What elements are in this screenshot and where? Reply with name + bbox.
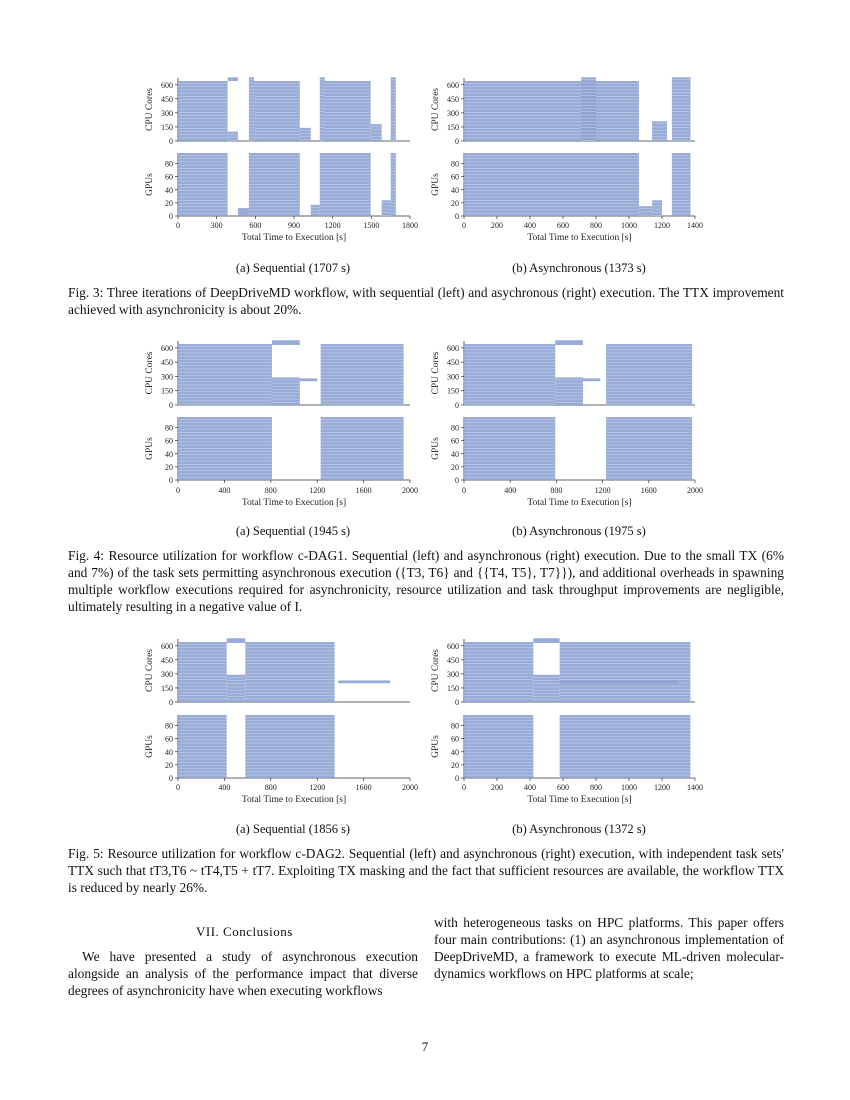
p3b-gpu-ytick-label: 80 [451, 159, 459, 169]
p3b-gpu-ytick-label: 40 [451, 185, 459, 195]
p4a-cpu-block-4 [321, 344, 404, 405]
p3a-gpu-ytick-label: 0 [169, 212, 173, 221]
p4a-xtick-label: 1200 [309, 486, 326, 495]
p3a-cpu-ytick-label: 150 [161, 122, 173, 132]
p5a-gpu-ytick-label: 0 [169, 774, 173, 783]
p5a-gpu-ylabel: GPUs [145, 735, 155, 758]
p5a-xtick-label: 1600 [355, 783, 372, 792]
p3a-cpu-ylabel: CPU Cores [145, 87, 155, 132]
p5a-gpu-ytick-label: 40 [165, 747, 173, 757]
p3b-gpu-ylabel: GPUs [431, 173, 441, 196]
page-number: 7 [421, 1039, 429, 1054]
p4b-xlabel: Total Time to Execution [s] [527, 498, 632, 508]
p5b-cpu-ylabel: CPU Cores [431, 648, 441, 693]
p5b-cpu-block-1 [533, 638, 559, 643]
p3b-xtick-label: 1200 [654, 221, 670, 230]
p3b-cpu-block-1 [581, 77, 596, 141]
p5b-xtick-label: 1400 [687, 783, 703, 792]
p4a-xtick-label: 2000 [402, 486, 418, 495]
p5a-cpu-ylabel: CPU Cores [145, 648, 155, 693]
p3a-xtick-label: 1200 [324, 221, 341, 230]
p5b-xtick-label: 200 [491, 783, 503, 792]
figure-4-text: Resource utilization for workflow c-DAG1. Sequential (left) and asynchronous (right) execution. Due to the small TX (6% and 7%) of the task sets permitting asynchronous execution ({T3, T6} and {{T4, T5}, T7}}), and additional overheads in spawning multiple workflow executions required for asynchronicity, resource utilization and task throughput improvements are negligible, ultimately resulting in a negative value of I. [68, 548, 784, 614]
p4b-cpu-ytick-label: 300 [447, 372, 459, 382]
p3b-xtick-label: 1400 [687, 221, 703, 230]
subcaption-4a: (a) Sequential (1945 s) [235, 524, 351, 538]
subcaption-5b: (b) Asynchronous (1372 s) [512, 822, 646, 836]
p5a-gpu-ytick-label: 20 [165, 760, 173, 770]
figure-4-caption [68, 547, 784, 615]
p5a-cpu-ytick-label: 300 [161, 669, 173, 679]
p4b-gpu-ytick-label: 40 [451, 449, 459, 459]
p3b-gpu-ytick-label: 60 [451, 172, 459, 182]
p4a-xtick-label: 800 [264, 486, 277, 495]
p3a-gpu-ytick-label: 40 [165, 185, 173, 195]
p3b-cpu-ytick-label: 0 [455, 137, 459, 146]
p3a-gpu-ytick-label: 20 [165, 198, 173, 208]
p3b-cpu-ytick-label: 150 [447, 122, 459, 132]
p5b-cpu-ytick-label: 450 [447, 655, 459, 665]
p4a-cpu-block-3 [300, 378, 317, 381]
p4b-cpu-block-1 [555, 340, 583, 345]
figure-5-caption [68, 845, 784, 896]
p5a-xlabel: Total Time to Execution [s] [241, 795, 347, 805]
p4a-cpu-block-0 [178, 344, 272, 405]
p4a-cpu-ytick-label: 450 [161, 358, 173, 368]
p5a-xtick-label: 400 [218, 783, 231, 792]
p5b-gpu-ytick-label: 0 [455, 774, 459, 783]
p5a-xtick-label: 1200 [309, 783, 326, 792]
p5a-gpu-ytick-label: 80 [165, 721, 173, 731]
subcaption-3b: (b) Asynchronous (1373 s) [512, 261, 646, 275]
p3a-cpu-block-3 [249, 77, 254, 141]
p3a-cpu-block-6 [320, 77, 325, 141]
p4a-gpu-ylabel: GPUs [145, 437, 155, 460]
p3a-gpu-ytick-label: 60 [165, 172, 173, 182]
p5b-cpu-ytick-label: 600 [447, 641, 459, 651]
p4b-xtick-label: 1600 [640, 486, 657, 495]
p4a-cpu-ytick-label: 300 [161, 372, 173, 382]
p4b-gpu-ytick-label: 0 [455, 476, 459, 485]
p4b-xtick-label: 800 [550, 486, 563, 495]
p3a-cpu-block-5 [300, 128, 311, 141]
p4a-cpu-ytick-label: 150 [161, 386, 173, 396]
section-heading: VII. Conclusions [196, 924, 293, 939]
p5b-xtick-label: 0 [462, 783, 466, 792]
p4b-cpu-ytick-label: 450 [447, 358, 459, 368]
p3a-cpu-ytick-label: 600 [161, 80, 173, 90]
p5b-gpu-ytick-label: 60 [451, 734, 459, 744]
subcaption-3a: (a) Sequential (1707 s) [235, 261, 351, 275]
p3a-cpu-block-2 [228, 77, 238, 81]
p3a-xtick-label: 300 [210, 221, 223, 230]
p3a-gpu-ylabel: GPUs [145, 173, 155, 196]
p4b-xtick-label: 2000 [687, 486, 703, 495]
figure-3-label: Fig. 3: [68, 285, 104, 300]
p5b-cpu-ytick-label: 0 [455, 698, 459, 707]
p5a-xtick-label: 2000 [402, 783, 418, 792]
p5b-gpu-ytick-label: 20 [451, 760, 459, 770]
p5a-cpu-block-2 [227, 675, 246, 702]
p3b-xtick-label: 200 [491, 221, 503, 230]
p3a-cpu-block-9 [391, 77, 396, 141]
figure-5-text: Resource utilization for workflow c-DAG2. Sequential (left) and asynchronous (right) execution, with independent task sets' TTX such that tT3,T6 ~ tT4,T5 + tT7. Exploiting TX masking and the fact that sufficient resources are available, the workflow TTX is reduced by nearly 26%. [68, 846, 784, 895]
p5b-xtick-label: 800 [590, 783, 602, 792]
p3a-cpu-ytick-label: 450 [161, 94, 173, 104]
p3a-cpu-block-1 [228, 132, 238, 141]
p5b-xtick-label: 1200 [654, 783, 670, 792]
p4b-cpu-ytick-label: 150 [447, 386, 459, 396]
p5b-cpu-block-4 [560, 680, 679, 683]
p5b-gpu-ytick-label: 80 [451, 721, 459, 731]
p4a-xtick-label: 0 [176, 486, 180, 495]
p5b-gpu-ytick-label: 40 [451, 747, 459, 757]
figure-4-label: Fig. 4: [68, 548, 105, 563]
p5b-cpu-ytick-label: 150 [447, 683, 459, 693]
subcaption-4b: (b) Asynchronous (1975 s) [512, 524, 646, 538]
p4b-gpu-ylabel: GPUs [431, 437, 441, 460]
p3b-cpu-ytick-label: 600 [447, 80, 459, 90]
p5b-cpu-block-2 [533, 675, 559, 702]
p4a-cpu-ytick-label: 0 [169, 401, 173, 410]
p4a-gpu-ytick-label: 20 [165, 462, 173, 472]
p4a-gpu-ytick-label: 40 [165, 449, 173, 459]
p4b-cpu-block-4 [606, 344, 692, 405]
p3b-xtick-label: 0 [462, 221, 466, 230]
p4b-cpu-block-0 [464, 344, 555, 405]
p3b-xtick-label: 800 [590, 221, 602, 230]
p3a-xtick-label: 0 [176, 221, 180, 230]
p4b-gpu-ytick-label: 80 [451, 423, 459, 433]
p5b-xlabel: Total Time to Execution [s] [527, 795, 632, 805]
p3b-gpu-block-1 [639, 206, 652, 216]
p3a-xtick-label: 1800 [402, 221, 418, 230]
p5b-cpu-ytick-label: 300 [447, 669, 459, 679]
subcaption-5a: (a) Sequential (1856 s) [235, 822, 351, 836]
p3a-gpu-block-1 [238, 208, 249, 216]
p3b-cpu-ylabel: CPU Cores [431, 87, 441, 132]
p5a-cpu-ytick-label: 150 [161, 683, 173, 693]
p4a-cpu-ylabel: CPU Cores [145, 351, 155, 395]
p4b-cpu-ylabel: CPU Cores [431, 351, 441, 395]
p4a-gpu-ytick-label: 0 [169, 476, 173, 485]
figure-3-text: Three iterations of DeepDriveMD workflow, with sequential (left) and asychronous (right) execution. The TTX improvement achieved with asynchronicity is about 20%. [68, 285, 785, 317]
p5a-cpu-ytick-label: 0 [169, 698, 173, 707]
p5a-gpu-ytick-label: 60 [165, 734, 173, 744]
p4b-cpu-ytick-label: 0 [455, 401, 459, 410]
p4b-gpu-ytick-label: 20 [451, 462, 459, 472]
p5a-xtick-label: 0 [176, 783, 180, 792]
p3a-gpu-ytick-label: 80 [165, 159, 173, 169]
p3a-xlabel: Total Time to Execution [s] [241, 233, 347, 243]
p3a-cpu-ytick-label: 0 [169, 137, 173, 146]
p5a-xtick-label: 800 [264, 783, 277, 792]
p4a-xtick-label: 1600 [355, 486, 372, 495]
p4a-xtick-label: 400 [218, 486, 231, 495]
p3a-xtick-label: 900 [288, 221, 300, 230]
p4b-cpu-ytick-label: 600 [447, 343, 459, 353]
p4a-gpu-ytick-label: 80 [165, 423, 173, 433]
p4a-gpu-ytick-label: 60 [165, 436, 173, 446]
p3b-cpu-block-3 [672, 77, 691, 141]
p5b-gpu-ylabel: GPUs [431, 735, 441, 758]
p5a-cpu-ytick-label: 450 [161, 655, 173, 665]
p5b-xtick-label: 400 [524, 783, 536, 792]
p3b-xlabel: Total Time to Execution [s] [527, 233, 632, 243]
p5a-cpu-block-1 [227, 638, 246, 643]
p3b-gpu-ytick-label: 0 [455, 212, 459, 221]
p3a-xtick-label: 1500 [363, 221, 380, 230]
p3b-cpu-ytick-label: 300 [447, 108, 459, 118]
p3b-gpu-ytick-label: 20 [451, 198, 459, 208]
p4a-xlabel: Total Time to Execution [s] [241, 498, 347, 508]
p5a-cpu-block-4 [338, 680, 390, 683]
p4b-cpu-block-3 [583, 378, 600, 381]
p4b-cpu-block-2 [555, 377, 583, 405]
p5b-xtick-label: 600 [557, 783, 569, 792]
p5a-cpu-ytick-label: 600 [161, 641, 173, 651]
p3a-xtick-label: 600 [249, 221, 262, 230]
p5b-xtick-label: 1000 [621, 783, 637, 792]
p3a-cpu-ytick-label: 300 [161, 108, 173, 118]
p3b-cpu-block-2 [652, 121, 667, 141]
figure-5-label: Fig. 5: [68, 846, 104, 861]
p4b-gpu-ytick-label: 60 [451, 436, 459, 446]
p3b-cpu-ytick-label: 450 [447, 94, 459, 104]
p4a-cpu-block-1 [272, 340, 300, 345]
right-column-text: with heterogeneous tasks on HPC platforms. This paper offers four main contributions: (1) an asynchronous implementation of DeepDriveMD, a framework to execute ML-driven molecular-dynamics workflows on HPC platforms at scale; [434, 915, 784, 981]
figure-3-caption [68, 284, 784, 318]
p3b-xtick-label: 600 [557, 221, 569, 230]
p3b-xtick-label: 400 [524, 221, 536, 230]
p4b-xtick-label: 400 [504, 486, 517, 495]
p4a-cpu-block-2 [272, 377, 300, 405]
p4a-cpu-ytick-label: 600 [161, 343, 173, 353]
left-column-text: We have presented a study of asynchronous execution alongside an analysis of the performance impact that diverse degrees of asynchronicity have when executing workflows [68, 949, 418, 998]
p4b-xtick-label: 0 [462, 486, 466, 495]
p3b-xtick-label: 1000 [621, 221, 637, 230]
p4b-xtick-label: 1200 [594, 486, 611, 495]
